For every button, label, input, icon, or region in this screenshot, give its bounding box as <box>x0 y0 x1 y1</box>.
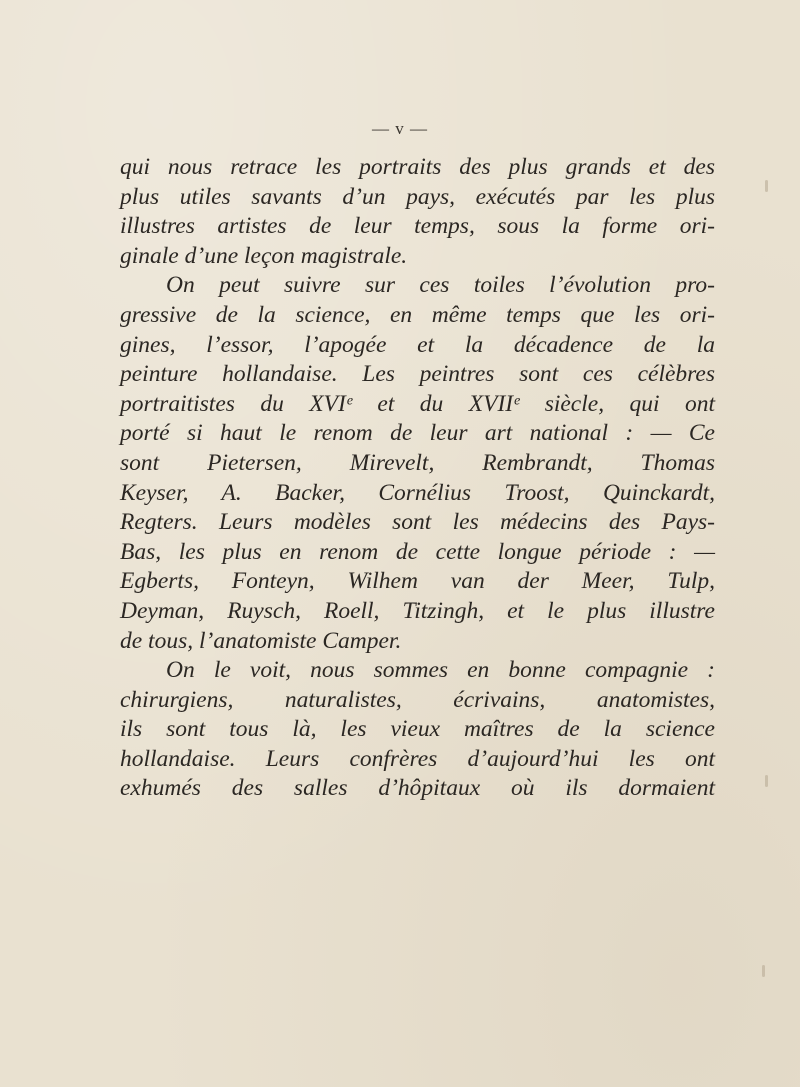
text-line: Deyman, Ruysch, Roell, Titzingh, et le plus illustre <box>120 597 715 624</box>
paragraph-1 <box>120 153 715 271</box>
page-number: — v — <box>372 119 428 138</box>
text-line: hollandaise. Leurs confrères d’aujourd’hui les ont <box>120 745 715 772</box>
text-line: exhumés des salles d’hôpitaux où ils dormaient <box>120 775 715 802</box>
text-line: porté si haut le renom de leur art national : — Ce <box>120 420 715 447</box>
text-line: illustres artistes de leur temps, sous la forme ori- <box>120 213 715 240</box>
margin-speck <box>765 180 768 192</box>
text-line: gines, l’essor, l’apogée et la décadence de la <box>120 331 715 358</box>
text-line: ginale d’une leçon magistrale. <box>120 242 408 269</box>
paragraph-3 <box>120 656 715 804</box>
margin-speck <box>762 965 765 977</box>
text-line: Bas, les plus en renom de cette longue période : — <box>120 538 715 565</box>
margin-speck <box>765 775 768 787</box>
body-text <box>120 153 715 804</box>
text-line: gressive de la science, en même temps que les ori- <box>120 301 715 328</box>
text-line: peinture hollandaise. Les peintres sont ces célèbres <box>120 361 715 388</box>
paragraph-2 <box>120 271 715 656</box>
text-line: de tous, l’anatomiste Camper. <box>120 627 402 654</box>
text-line: Keyser, A. Backer, Cornélius Troost, Quinckardt, <box>120 479 715 506</box>
text-line: chirurgiens, naturalistes, écrivains, anatomistes, <box>120 686 715 713</box>
text-line: sont Pietersen, Mirevelt, Rembrandt, Thomas <box>120 449 715 476</box>
text-line: On le voit, nous sommes en bonne compagnie : <box>166 657 715 684</box>
text-line: Egberts, Fonteyn, Wilhem van der Meer, Tulp, <box>120 568 715 595</box>
text-line: portraitistes du XVIᵉ et du XVIIᵉ siècle, qui ont <box>120 390 715 417</box>
text-line: plus utiles savants d’un pays, exécutés par les plus <box>120 183 715 210</box>
text-line: Regters. Leurs modèles sont les médecins des Pays- <box>120 509 715 536</box>
text-line: ils sont tous là, les vieux maîtres de la science <box>120 716 715 743</box>
text-line: On peut suivre sur ces toiles l’évolution pro- <box>166 272 715 299</box>
text-line: qui nous retrace les portraits des plus grands et des <box>120 154 715 180</box>
